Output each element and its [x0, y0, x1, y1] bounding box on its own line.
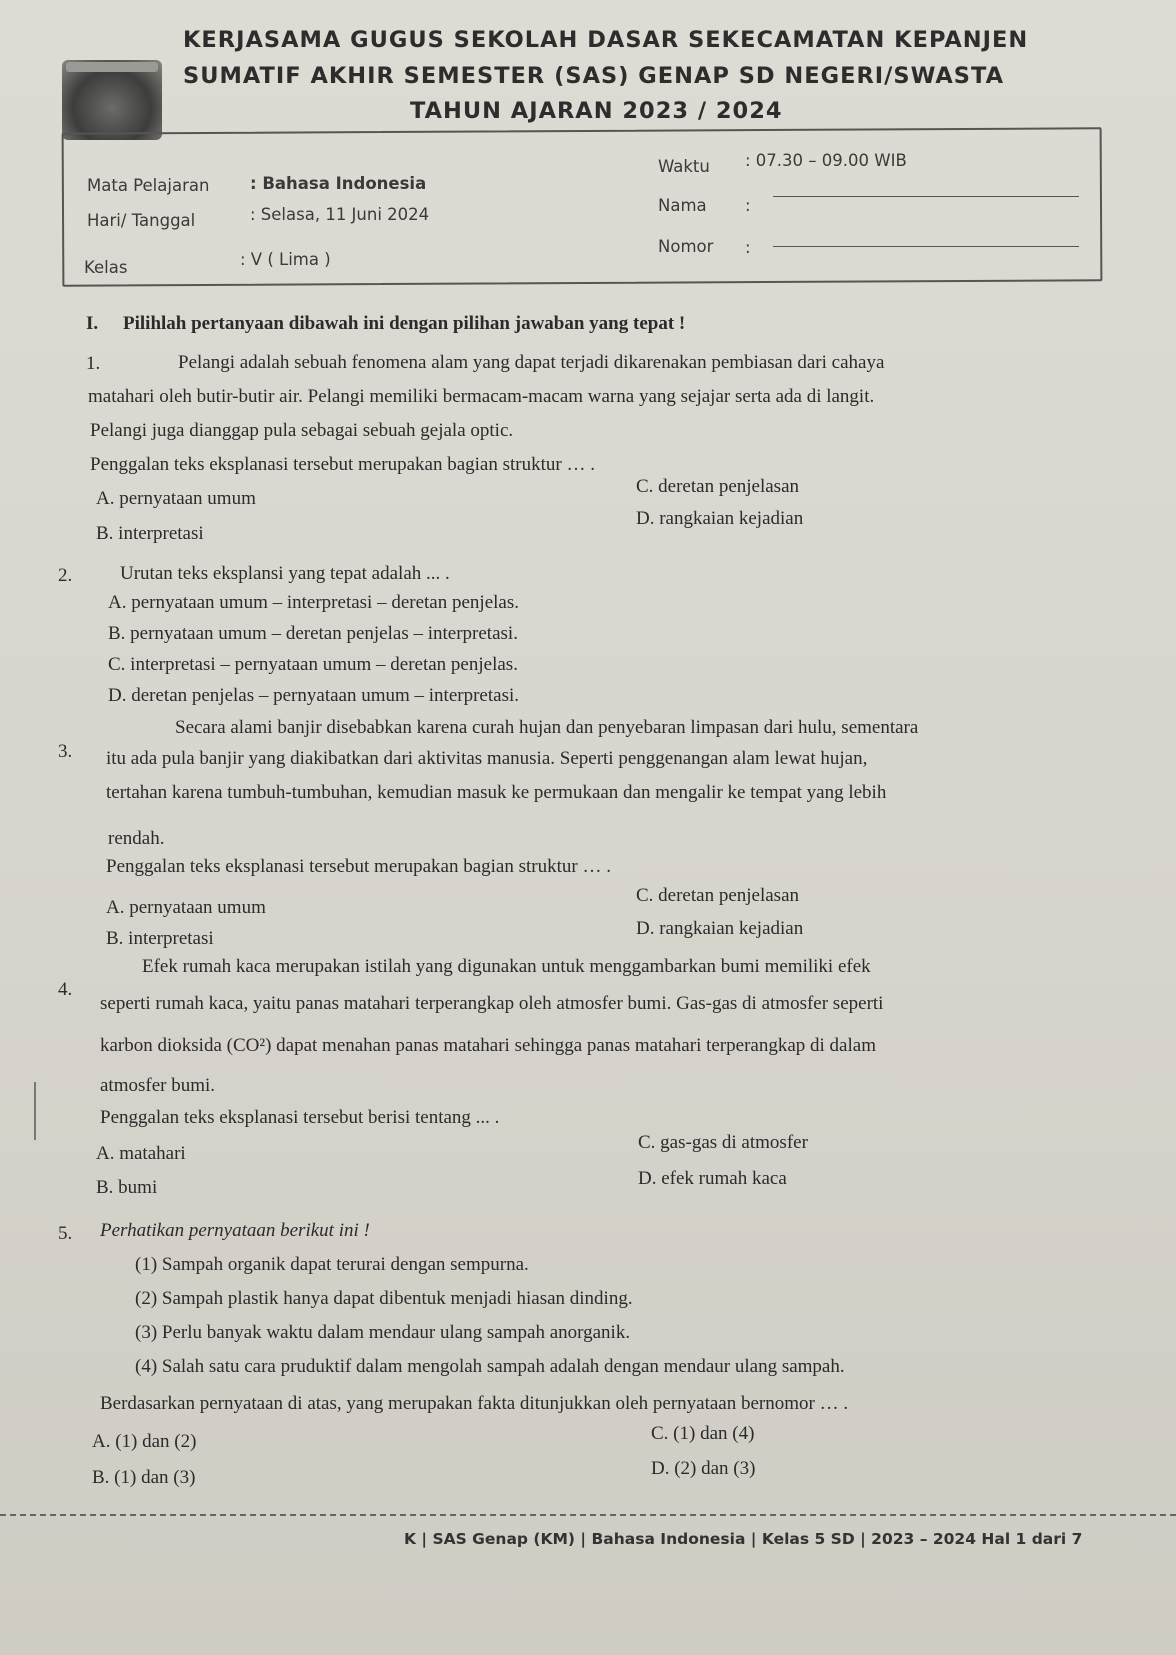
number-colon: :: [745, 238, 751, 257]
q1-option-b[interactable]: B. interpretasi: [96, 523, 204, 544]
q2-question: Urutan teks eksplansi yang tepat adalah ... .: [120, 563, 450, 584]
subject-label: Mata Pelajaran: [87, 176, 210, 195]
q4-line-1: Efek rumah kaca merupakan istilah yang digunakan untuk menggambarkan bumi memiliki efek: [142, 956, 871, 977]
margin-mark: [34, 1082, 36, 1140]
q4-line-2: seperti rumah kaca, yaitu panas matahari terperangkap oleh atmosfer bumi. Gas-gas di atmosfer seperti: [100, 993, 884, 1014]
q3-line-3: tertahan karena tumbuh-tumbuhan, kemudian masuk ke permukaan dan mengalir ke tempat yang lebih: [106, 782, 887, 803]
q5-statement-4: (4) Salah satu cara pruduktif dalam mengolah sampah adalah dengan mendaur ulang sampah.: [135, 1356, 845, 1377]
q4-number: 4.: [58, 979, 73, 1000]
q4-option-b[interactable]: B. bumi: [96, 1177, 158, 1198]
logo-banner: [66, 62, 158, 72]
q3-line-2: itu ada pula banjir yang diakibatkan dari aktivitas manusia. Seperti penggenangan alam lewat hujan,: [106, 748, 868, 769]
subject-value: : Bahasa Indonesia: [250, 174, 427, 193]
q4-option-d[interactable]: D. efek rumah kaca: [638, 1168, 787, 1189]
q2-option-c[interactable]: C. interpretasi – pernyataan umum – deretan penjelas.: [108, 654, 518, 675]
q2-number: 2.: [58, 565, 73, 586]
name-field[interactable]: [773, 196, 1079, 197]
q5-question: Berdasarkan pernyataan di atas, yang merupakan fakta ditunjukkan oleh pernyataan bernomor … .: [100, 1393, 849, 1414]
q1-option-d[interactable]: D. rangkaian kejadian: [636, 508, 804, 529]
class-label: Kelas: [84, 258, 128, 277]
q5-number: 5.: [58, 1223, 73, 1244]
q1-line-1: Pelangi adalah sebuah fenomena alam yang dapat terjadi dikarenakan pembiasan dari cahaya: [178, 352, 885, 373]
q3-line-4: rendah.: [108, 828, 165, 849]
q3-option-b[interactable]: B. interpretasi: [106, 928, 214, 949]
q5-option-b[interactable]: B. (1) dan (3): [92, 1467, 196, 1488]
header-line-3: TAHUN AJARAN 2023 / 2024: [410, 98, 783, 124]
q4-line-3: karbon dioksida (CO²) dapat menahan panas matahari sehingga panas matahari terperangkap di dalam: [100, 1035, 876, 1056]
page-footer: K | SAS Genap (KM) | Bahasa Indonesia | Kelas 5 SD | 2023 – 2024 Hal 1 dari 7: [404, 1530, 1083, 1548]
q5-option-c[interactable]: C. (1) dan (4): [651, 1423, 755, 1444]
q3-question: Penggalan teks eksplanasi tersebut merupakan bagian struktur … .: [106, 856, 611, 877]
date-label: Hari/ Tanggal: [87, 211, 196, 230]
header-line-2: SUMATIF AKHIR SEMESTER (SAS) GENAP SD NEGERI/SWASTA: [183, 63, 1005, 89]
q1-line-2: matahari oleh butir-butir air. Pelangi memiliki bermacam-macam warna yang sejajar serta ada di langit.: [88, 386, 875, 407]
q4-line-4: atmosfer bumi.: [100, 1075, 216, 1096]
footer-divider: [0, 1514, 1176, 1516]
time-label: Waktu: [658, 157, 710, 176]
section-instruction: Pilihlah pertanyaan dibawah ini dengan pilihan jawaban yang tepat !: [123, 313, 686, 334]
school-logo-icon: [62, 60, 162, 140]
q4-option-a[interactable]: A. matahari: [96, 1143, 186, 1164]
section-number: I.: [86, 313, 99, 334]
q5-statement-2: (2) Sampah plastik hanya dapat dibentuk menjadi hiasan dinding.: [135, 1288, 633, 1309]
q2-option-d[interactable]: D. deretan penjelas – pernyataan umum – interpretasi.: [108, 685, 519, 706]
q5-option-d[interactable]: D. (2) dan (3): [651, 1458, 756, 1479]
q1-line-3: Pelangi juga dianggap pula sebagai sebuah gejala optic.: [90, 420, 514, 441]
q5-statement-1: (1) Sampah organik dapat terurai dengan sempurna.: [135, 1254, 529, 1275]
q1-question: Penggalan teks eksplanasi tersebut merupakan bagian struktur … .: [90, 454, 595, 475]
q1-option-a[interactable]: A. pernyataan umum: [96, 488, 256, 509]
q2-option-b[interactable]: B. pernyataan umum – deretan penjelas – interpretasi.: [108, 623, 518, 644]
q1-number: 1.: [86, 353, 101, 374]
date-value: : Selasa, 11 Juni 2024: [250, 205, 430, 224]
header-line-1: KERJASAMA GUGUS SEKOLAH DASAR SEKECAMATAN KEPANJEN: [183, 27, 1029, 53]
info-box: [62, 127, 1103, 286]
name-label: Nama: [658, 196, 707, 215]
q3-line-1: Secara alami banjir disebabkan karena curah hujan dan penyebaran limpasan dari hulu, sementara: [175, 717, 919, 738]
q4-option-c[interactable]: C. gas-gas di atmosfer: [638, 1132, 808, 1153]
time-value: : 07.30 – 09.00 WIB: [745, 151, 907, 170]
q5-option-a[interactable]: A. (1) dan (2): [92, 1431, 197, 1452]
q3-option-a[interactable]: A. pernyataan umum: [106, 897, 266, 918]
name-colon: :: [745, 196, 751, 215]
q3-option-d[interactable]: D. rangkaian kejadian: [636, 918, 804, 939]
number-field[interactable]: [773, 246, 1079, 247]
q4-question: Penggalan teks eksplanasi tersebut berisi tentang ... .: [100, 1107, 500, 1128]
q5-statement-3: (3) Perlu banyak waktu dalam mendaur ulang sampah anorganik.: [135, 1322, 631, 1343]
q5-intro: Perhatikan pernyataan berikut ini !: [100, 1220, 370, 1241]
q2-option-a[interactable]: A. pernyataan umum – interpretasi – deretan penjelas.: [108, 592, 519, 613]
number-label: Nomor: [658, 237, 714, 256]
q3-option-c[interactable]: C. deretan penjelasan: [636, 885, 800, 906]
class-value: : V ( Lima ): [240, 250, 331, 269]
q3-number: 3.: [58, 741, 73, 762]
q1-option-c[interactable]: C. deretan penjelasan: [636, 476, 800, 497]
